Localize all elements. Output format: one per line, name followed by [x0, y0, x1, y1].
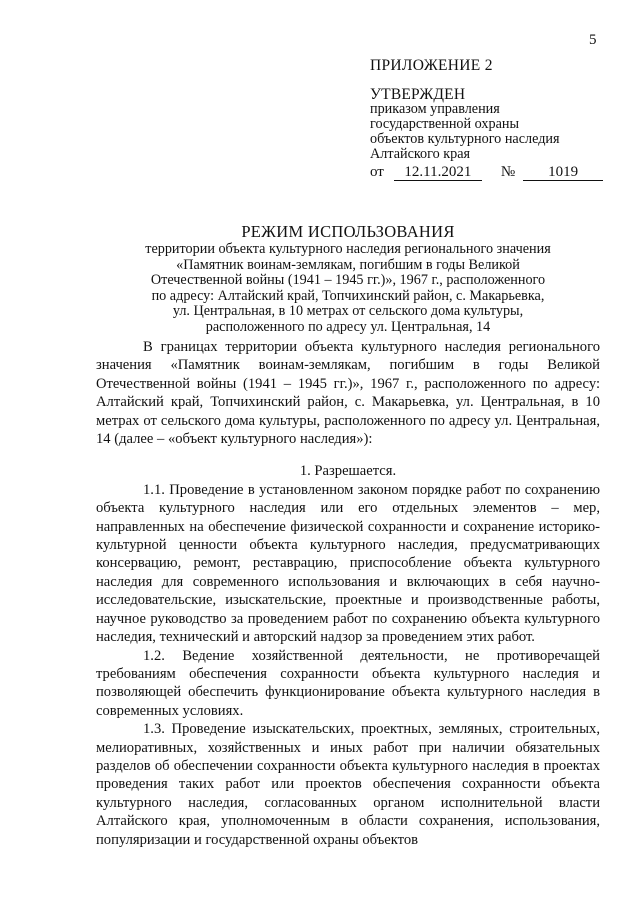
subtitle-line: «Памятник воинам-землякам, погибшим в годы Великой	[176, 256, 520, 273]
section-title: 1. Разрешается.	[299, 463, 397, 480]
subtitle-line: Отечественной войны (1941 – 1945 гг.)», 1967 г., расположенного	[150, 272, 546, 288]
subtitle-line: ул. Центральная, в 10 метрах от сельского дома культуры,	[172, 303, 524, 319]
page-number: 5	[589, 32, 597, 48]
number-label: №	[500, 164, 516, 180]
approval-line: приказом управления	[370, 101, 500, 117]
heading-subtitle	[96, 242, 600, 335]
item-paragraph: 1.2. Ведение хозяйственной деятельности, не противоречащей требованиям обеспечения сохранности объекта культурного наследия и позволяющей обеспечить функционирование объекта культурного наследия в современных условиях.	[96, 647, 600, 719]
order-line	[370, 164, 610, 181]
subtitle-line: по адресу: Алтайский край, Топчихинский район, с. Макарьевка,	[151, 287, 545, 304]
document-body	[96, 338, 600, 849]
from-label: от	[370, 164, 384, 180]
heading-title: РЕЖИМ ИСПОЛЬЗОВАНИЯ	[241, 222, 455, 241]
order-number: 1019	[523, 164, 603, 181]
intro-paragraph: В границах территории объекта культурного наследия регионального значения «Памятник воинам-землякам, погибшим в годы Великой Отечественной войны (1941 – 1945 гг.)», 1967 г., расположенного по адресу: Алтайский край, Топчихинский район, с. Макарьевка, ул. Центральная, в 10 метрах от сельского дома культуры, расположенного по адресу ул. Центральная, 14 (далее – «объект культурного наследия»):	[96, 339, 600, 448]
approved-label: УТВЕРЖДЕН	[370, 86, 466, 103]
item-paragraph: 1.3. Проведение изыскательских, проектных, земляных, строительных, мелиоративных, хозяйственных и иных работ при наличии обязательных разделов об обеспечении сохранности объекта культурного наследия в проектах проведения таких работ или проектов обеспечения сохранности объекта культурного наследия, согласованных органом исполнительной власти Алтайского края, уполномоченным в области сохранения, использования, популяризации и государственной охраны объектов	[96, 721, 600, 848]
appendix-title: ПРИЛОЖЕНИЕ 2	[370, 57, 493, 74]
approval-block	[370, 58, 610, 181]
approval-line: Алтайского края	[370, 146, 471, 162]
approval-line: государственной охраны	[370, 116, 520, 132]
approval-line: объектов культурного наследия	[370, 131, 560, 147]
subtitle-line: территории объекта культурного наследия регионального значения	[145, 241, 551, 257]
subtitle-line: расположенного по адресу ул. Центральная, 14	[205, 318, 491, 335]
document-heading	[96, 222, 600, 335]
order-date: 12.11.2021	[394, 164, 482, 181]
item-paragraph: 1.1. Проведение в установленном законом порядке работ по сохранению объекта культурного наследия или его отдельных элементов – мер, направленных на обеспечение физической сохранности и сохранение историко-культурной ценности объекта культурного наследия, предусматривающих консервацию, ремонт, реставрацию, приспособление объекта культурного наследия для современного использования и включающих в себя научно-исследовательские, изыскательские, проектные и производственные работы, научное руководство за проведением работ по сохранению объекта культурного наследия, технический и авторский надзор за проведением этих работ.	[96, 481, 600, 646]
